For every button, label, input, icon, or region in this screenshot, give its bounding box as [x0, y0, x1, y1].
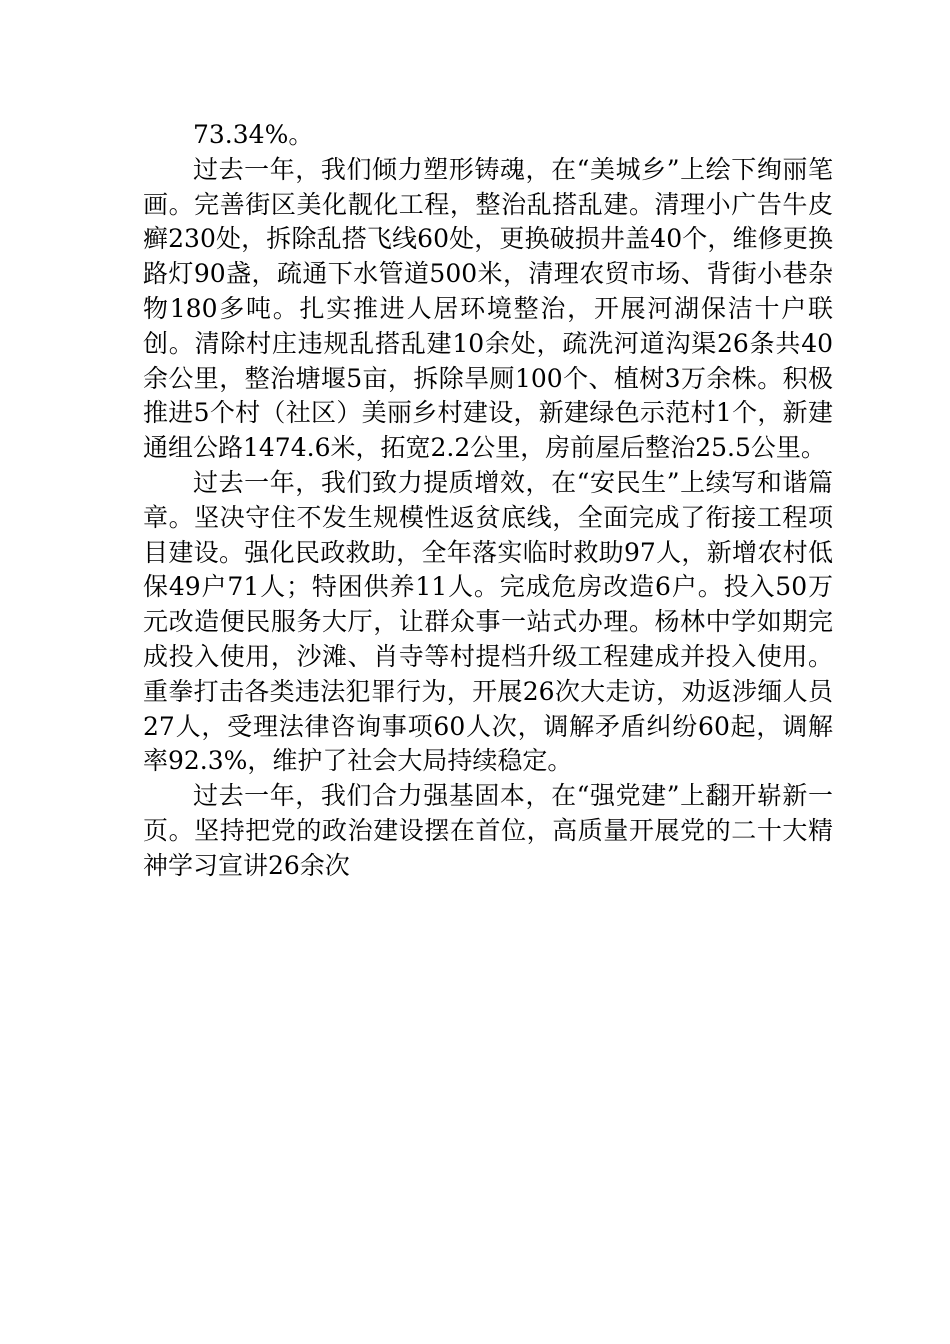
document-body: [143, 118, 833, 884]
paragraph-continuation: 73.34%。: [193, 120, 314, 149]
paragraph-party-building: 过去一年，我们合力强基固本，在“强党建”上翻开崭新一页。坚持把党的政治建设摆在首位，高质量开展党的二十大精神学习宣讲26余次: [143, 781, 833, 880]
paragraph-beautiful-town: 过去一年，我们倾力塑形铸魂，在“美城乡”上绘下绚丽笔画。完善街区美化靓化工程，整治乱搭乱建。清理小广告牛皮癣230处，拆除乱搭飞线60处，更换破损井盖40个，维修更换路灯90盏，疏通下水管道500米，清理农贸市场、背街小巷杂物180多吨。扎实推进人居环境整治，开展河湖保洁十户联创。清除村庄违规乱搭乱建10余处，疏洗河道沟渠26条共40余公里，整治塘堰5亩，拆除旱厕100个、植树3万余株。积极推进5个村（社区）美丽乡村建设，新建绿色示范村1个，新建通组公路1474.6米，拓宽2.2公里，房前屋后整治25.5公里。: [143, 154, 833, 463]
paragraph-livelihood: 过去一年，我们致力提质增效，在“安民生”上续写和谐篇章。坚决守住不发生规模性返贫底线，全面完成了衔接工程项目建设。强化民政救助，全年落实临时救助97人，新增农村低保49户71人；特困供养11人。完成危房改造6户。投入50万元改造便民服务大厅，让群众事一站式办理。杨林中学如期完成投入使用，沙滩、肖寺等村提档升级工程建成并投入使用。重拳打击各类违法犯罪行为，开展26次大走访，劝返涉缅人员27人，受理法律咨询事项60人次，调解矛盾纠纷60起，调解率92.3%，维护了社会大局持续稳定。: [143, 467, 833, 776]
